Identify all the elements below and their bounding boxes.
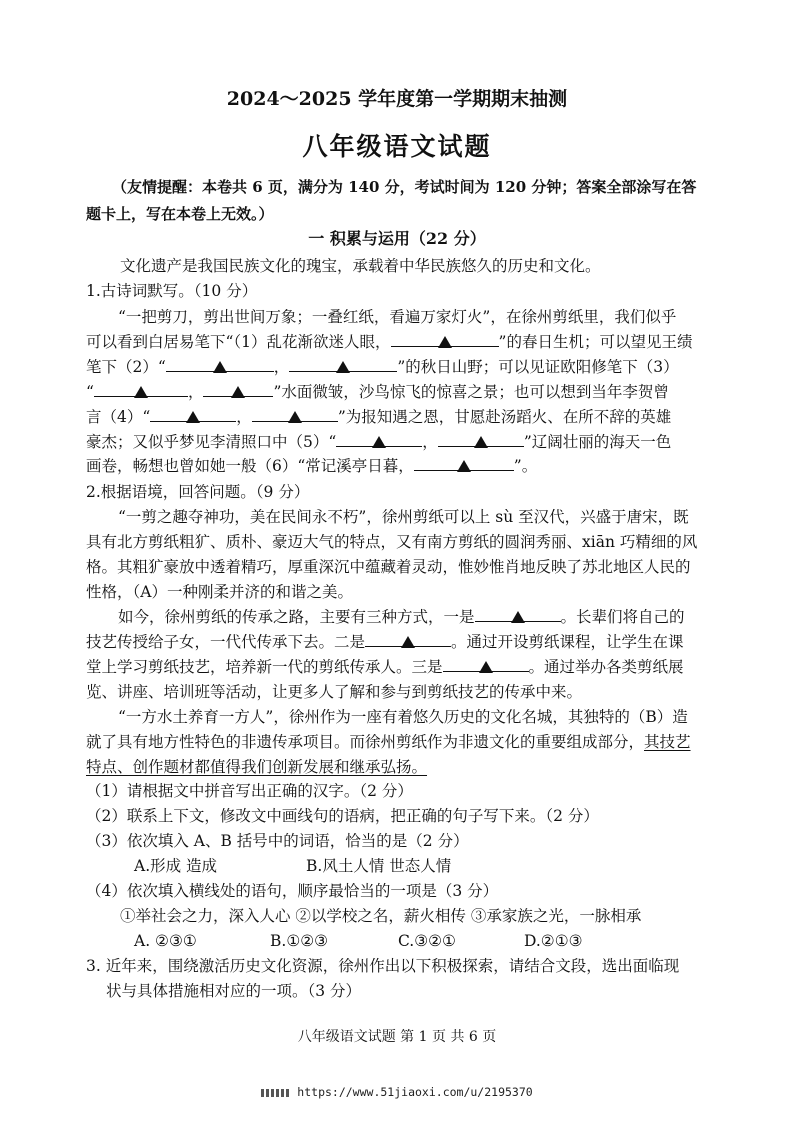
triangle-marker-icon: [336, 361, 350, 373]
q1-text: 可以看到白居易笔下“（1）乱花渐欲迷人眼，: [86, 333, 391, 351]
q1-line-1: “一把剪刀，剪出世间万象；一叠红纸，看遍万家灯火”，在徐州剪纸里，我们似乎: [118, 308, 677, 326]
q1-line-5: [86, 406, 671, 428]
answer-blank[interactable]: [289, 356, 397, 372]
q2-para1-line-2: 具有北方剪纸粗犷、质朴、豪迈大气的特点，又有南方剪纸的圆润秀丽、xiān 巧精细的风: [86, 533, 698, 551]
page-footer: 八年级语文试题 第 1 页 共 6 页: [297, 1029, 497, 1045]
q2-para3-line-1: [118, 706, 688, 728]
answer-blank[interactable]: [443, 656, 529, 672]
triangle-marker-icon: [134, 386, 148, 398]
q2-sub-4-statements: ①举社会之力，深入人心 ②以学校之名，薪火相传 ③承家族之光，一脉相承: [120, 907, 642, 925]
section-intro: 文化遗产是我国民族文化的瑰宝，承载着中华民族悠久的历史和文化。: [120, 257, 601, 275]
q2-text: 堂上学习剪纸技艺，培养新一代的剪纸传承人。三是: [86, 658, 443, 676]
q1-text: ，: [187, 383, 204, 401]
answer-blank[interactable]: [336, 431, 422, 447]
question-1-label: 1.古诗词默写。（10 分）: [86, 282, 258, 300]
exam-title: 八年级语文试题: [302, 132, 492, 161]
q1-line-2: [86, 331, 692, 353]
q2-sub-3-option-a[interactable]: A.形成 造成: [134, 857, 218, 875]
watermark-logo-icon: [261, 1089, 291, 1097]
triangle-marker-icon: [186, 411, 200, 423]
q1-text: 豪杰；又似乎梦见李清照口中（5）“: [86, 433, 337, 451]
q1-text: 笔下（2）“: [86, 358, 166, 376]
triangle-marker-icon: [288, 411, 302, 423]
q1-text: ，: [422, 433, 438, 451]
q1-text: 画卷，畅想也曾如她一般（6）“常记溪亭日暮，: [86, 457, 414, 475]
triangle-marker-icon: [511, 611, 525, 623]
exam-note-line-1: （友情提醒：本卷共 6 页，满分为 140 分，考试时间为 120 分钟；答案全部涂写在答: [112, 178, 697, 196]
q2-text: 。通过开设剪纸课程，让学生在课: [451, 633, 684, 651]
q1-text: ”的秋日山野；可以见证欧阳修笔下（3）: [397, 358, 679, 376]
q2-sub-2: （2）联系上下文，修改文中画线句的语病，把正确的句子写下来。（2 分）: [86, 807, 599, 825]
triangle-marker-icon: [479, 661, 493, 673]
q1-text: ”。: [513, 457, 538, 475]
q1-text: ”为报知遇之恩，甘愿赴汤蹈火、在所不辞的英雄: [337, 408, 672, 426]
q1-text: “: [86, 383, 94, 401]
triangle-marker-icon: [401, 636, 415, 648]
choice-a[interactable]: A. ②③①: [134, 932, 197, 950]
triangle-marker-icon: [457, 460, 471, 472]
q2-text: 如今，徐州剪纸的传承之路，主要有三种方式，一是: [118, 608, 475, 626]
q2-text: 。长辈们将自己的: [560, 608, 685, 626]
q1-text: ”水面微皱，沙鸟惊飞的惊喜之景；也可以想到当年李贺曾: [273, 383, 669, 401]
triangle-marker-icon: [372, 436, 386, 448]
question-2-label: 2.根据语境，回答问题。（9 分）: [86, 483, 310, 501]
q2-text: 就了具有地方性特色的非遗传承项目。而徐州剪纸作为非遗文化的重要组成部分，: [86, 733, 645, 751]
triangle-marker-icon: [438, 336, 452, 348]
watermark-url: https://www.51jiaoxi.com/u/2195370: [297, 1085, 533, 1099]
choice-b[interactable]: B.①②③: [270, 932, 329, 950]
answer-blank[interactable]: [252, 406, 338, 422]
q2-sub-1: （1）请根据文中拼音写出正确的汉字。（2 分）: [86, 782, 413, 800]
q2-para2-line-1: [118, 606, 685, 628]
answer-blank[interactable]: [414, 455, 514, 471]
triangle-marker-icon: [474, 436, 488, 448]
underlined-sentence: 其技艺: [644, 733, 691, 751]
triangle-marker-icon: [231, 386, 245, 398]
q1-line-3: [86, 356, 679, 378]
q2-sub-3: （3）依次填入 A、B 括号中的词语，恰当的是（2 分）: [86, 832, 469, 850]
q2-sub-3-option-b[interactable]: B.风土人情 世态人情: [306, 857, 452, 875]
answer-blank[interactable]: [391, 331, 499, 347]
q1-text: ”辽阔壮丽的海天一色: [523, 433, 672, 451]
triangle-marker-icon: [213, 361, 227, 373]
q2-para2-line-2: [86, 631, 684, 653]
answer-blank[interactable]: [438, 431, 524, 447]
q1-text: ”的春日生机；可以望见王绩: [498, 333, 693, 351]
question-3-line-2: 状与具体措施相对应的一项。（3 分）: [106, 982, 362, 1000]
q2-sub-4: （4）依次填入横线处的语句，顺序最恰当的一项是（3 分）: [86, 882, 499, 900]
q1-text: ，: [236, 408, 252, 426]
watermark: [0, 1081, 794, 1103]
answer-blank[interactable]: [166, 356, 274, 372]
answer-blank[interactable]: [203, 381, 273, 397]
answer-blank[interactable]: [365, 631, 451, 647]
underlined-sentence: 特点、创作题材都值得我们创新发展和继承弘扬。: [86, 758, 428, 776]
question-3-line-1: 3. 近年来，围绕激活历史文化资源，徐州作出以下积极探索，请结合文段，选出面临现: [86, 957, 680, 975]
exam-session-line: 2024～2025 学年度第一学期期末抽测: [226, 88, 568, 110]
answer-blank[interactable]: [94, 381, 188, 397]
q1-text: ，: [273, 358, 290, 376]
q1-line-7: [86, 455, 537, 477]
q2-para1-line-1: “一剪之趣夺神功，美在民间永不朽”，徐州剪纸可以上 sù 至汉代，兴盛于唐宋，既: [118, 508, 689, 526]
q2-para1-line-3: 格。其粗犷豪放中透着精巧，厚重深沉中蕴藏着灵动，惟妙惟肖地反映了苏北地区人民的: [86, 558, 691, 576]
q2-text: 。通过举办各类剪纸展: [528, 658, 684, 676]
section-heading: 一 积累与运用（22 分）: [308, 229, 486, 248]
q2-para1-line-4: 性格，（A）一种刚柔并济的和谐之美。: [86, 583, 353, 601]
answer-blank[interactable]: [150, 406, 236, 422]
q2-text: “一方水土养育一方人”，徐州作为一座有着悠久历史的文化名城，其独特的（B）造: [118, 708, 688, 726]
q2-text: 技艺传授给子女，一代代传承下去。二是: [86, 633, 366, 651]
q2-para2-line-3: [86, 656, 684, 678]
q2-para3-line-2: [86, 731, 691, 753]
choice-d[interactable]: D.②①③: [524, 932, 583, 950]
q1-line-6: [86, 431, 671, 453]
q2-para2-line-4: 览、讲座、培训班等活动，让更多人了解和参与到剪纸技艺的传承中来。: [86, 683, 583, 701]
q1-line-4: [86, 381, 669, 403]
answer-blank[interactable]: [475, 606, 561, 622]
exam-note-line-2: 题卡上，写在本卷上无效。）: [86, 205, 274, 223]
q1-text: 言（4）“: [86, 408, 151, 426]
choice-c[interactable]: C.③②①: [398, 932, 456, 950]
